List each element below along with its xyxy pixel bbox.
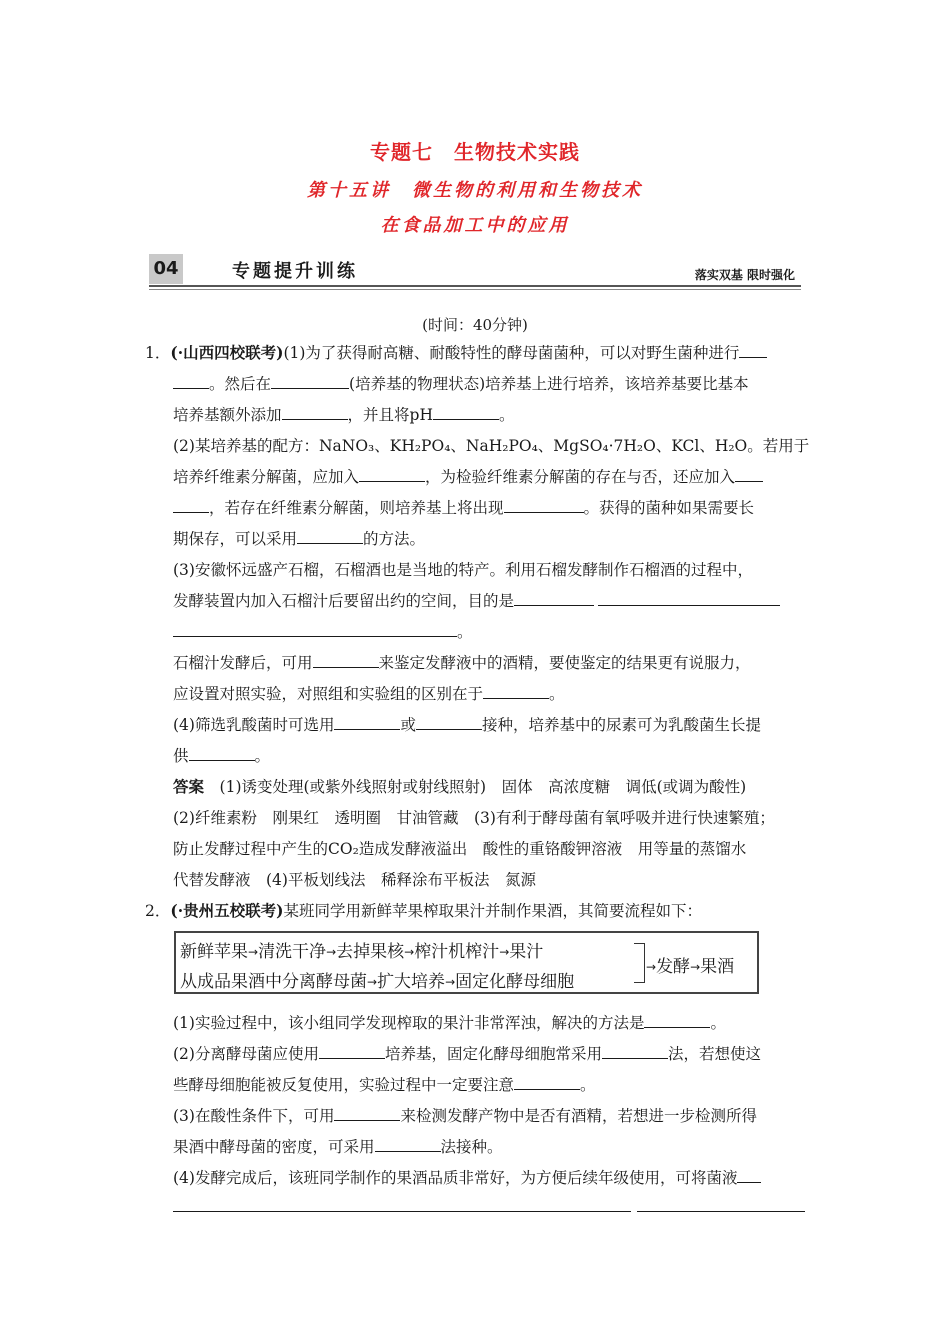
section-slogan: 落实双基 限时强化 <box>694 268 795 282</box>
flow-step: 清洗干净 <box>258 942 327 962</box>
q1-text: 期保存，可以采用 <box>173 530 298 548</box>
q2-source: (·贵州五校联考) <box>170 901 284 920</box>
arrow-icon: → <box>248 945 259 959</box>
section-number-badge: 04 <box>149 254 183 284</box>
flow-step: 扩大培养 <box>377 972 446 992</box>
q1-text: 石榴汁发酵后，可用 <box>173 654 313 672</box>
q1-line <box>173 651 751 673</box>
q2-text: 来检测发酵产物中是否有酒精，若想进一步检测所得 <box>400 1107 757 1125</box>
q1-text: (1)为了获得耐高糖、耐酸特性的酵母菌菌种，可以对野生菌种进行 <box>283 344 740 362</box>
answer-blank[interactable] <box>504 498 584 513</box>
arrow-icon: → <box>326 945 337 959</box>
answer-blank[interactable] <box>173 622 457 637</box>
q1-text: 。 <box>549 685 565 703</box>
answer-blank[interactable] <box>173 1197 631 1212</box>
q2-text: 法，若想使这 <box>667 1045 761 1063</box>
answer-text: 防止发酵过程中产生的CO₂造成发酵液溢出 酸性的重铬酸钾溶液 用等量的蒸馏水 <box>173 840 747 858</box>
q1-text: (3)安徽怀远盛产石榴，石榴酒也是当地的特产。利用石榴发酵制作石榴酒的过程中， <box>173 561 753 579</box>
answer-blank[interactable] <box>313 653 379 668</box>
answer-blank[interactable] <box>483 684 549 699</box>
answer-blank[interactable] <box>173 498 209 513</box>
flow-step: 榨汁机榨汁 <box>414 942 500 962</box>
q1-text: 供 <box>173 747 189 765</box>
q2-text: 法接种。 <box>440 1138 503 1156</box>
flow-step: 新鲜苹果 <box>180 942 248 962</box>
merge-bracket <box>634 943 645 983</box>
q1-text: 接种，培养基中的尿素可为乳酸菌生长提 <box>481 716 761 734</box>
answer-label: 答案 <box>173 777 205 796</box>
q1-line <box>173 496 754 518</box>
q1-text: 的方法。 <box>363 530 426 548</box>
q1-text: 应设置对照实验，对照组和实验组的区别在于 <box>173 685 484 703</box>
q1-line <box>173 589 780 611</box>
flow-step: 发酵 <box>656 957 691 977</box>
flow-row-juice <box>180 937 543 962</box>
q1-text: 。 <box>457 623 473 641</box>
divider <box>149 289 801 290</box>
answer-blank[interactable] <box>334 715 400 730</box>
flow-step: 从成品果酒中分离酵母菌 <box>180 972 367 992</box>
q1-line <box>145 341 767 363</box>
q2-text: (3)在酸性条件下，可用 <box>173 1107 335 1125</box>
q2-number: 2． <box>145 902 171 920</box>
q2-line <box>173 1135 503 1157</box>
process-flowchart <box>174 931 759 994</box>
section-banner <box>149 254 801 288</box>
lecture-title-line2: 在食品加工中的应用 <box>380 215 570 236</box>
q1-line <box>173 465 763 487</box>
flow-row-merge <box>646 952 734 977</box>
q1-text: 发酵装置内加入石榴汁后要留出约的空间，目的是 <box>173 592 515 610</box>
flow-step: 果酒 <box>700 957 735 977</box>
arrow-icon: → <box>499 945 510 959</box>
q1-answer <box>173 837 746 859</box>
q2-text: (4)发酵完成后，该班同学制作的果酒品质非常好，为方便后续年级使用，可将菌液 <box>173 1169 738 1187</box>
answer-blank[interactable] <box>416 715 482 730</box>
q2-line <box>173 1197 805 1216</box>
answer-blank[interactable] <box>598 591 780 606</box>
flow-row-yeast <box>180 967 574 992</box>
q2-text: (2)分离酵母菌应使用 <box>173 1045 319 1063</box>
answer-blank[interactable] <box>739 343 767 358</box>
arrow-icon: → <box>690 960 701 974</box>
answer-blank[interactable] <box>375 1137 441 1152</box>
q1-line <box>173 403 514 425</box>
answer-text: (1)诱变处理(或紫外线照射或射线照射) 固体 高浓度糖 调低(或调为酸性) <box>219 778 747 796</box>
answer-blank[interactable] <box>173 374 209 389</box>
q1-text: ，并且将pH <box>347 406 433 424</box>
q1-text: 。 <box>254 747 271 765</box>
q1-source: (·山西四校联考) <box>170 343 284 362</box>
q1-text: ，若存在纤维素分解菌，则培养基上将出现 <box>209 499 504 517</box>
lecture-title-line1: 第十五讲 微生物的利用和生物技术 <box>307 180 643 201</box>
q1-line <box>173 434 809 456</box>
answer-blank[interactable] <box>359 467 425 482</box>
answer-blank[interactable] <box>735 467 763 482</box>
answer-text: (2)纤维素粉 刚果红 透明圈 甘油管藏 (3)有利于酵母菌有氧呼吸并进行快速繁殖； <box>173 809 775 827</box>
time-limit: (时间：40分钟) <box>422 316 528 334</box>
q1-text: (2)某培养基的配方：NaNO₃、KH₂PO₄、NaH₂PO₄、MgSO₄·7H₂O、KCl、H₂O。若用于 <box>173 437 810 455</box>
q2-text: 培养基，固定化酵母细胞常采用 <box>384 1045 602 1063</box>
q1-line <box>173 682 565 704</box>
q2-line <box>173 1073 596 1095</box>
q1-line <box>173 558 753 580</box>
q1-answer <box>173 868 536 890</box>
flow-step: 去掉果核 <box>336 942 405 962</box>
answer-blank[interactable] <box>737 1168 761 1183</box>
q2-line <box>145 899 702 921</box>
q2-text: 些酵母细胞能被反复使用，实验过程中一定要注意 <box>173 1076 515 1094</box>
answer-text: 代替发酵液 (4)平板划线法 稀释涂布平板法 氮源 <box>173 871 536 889</box>
q1-text: (4)筛选乳酸菌时可选用 <box>173 716 335 734</box>
answer-blank[interactable] <box>433 405 499 420</box>
section-title: 专题提升训练 <box>232 261 358 282</box>
q1-text: 。 <box>498 406 515 424</box>
q1-text: 培养纤维素分解菌，应加入 <box>173 468 360 486</box>
arrow-icon: → <box>404 945 415 959</box>
q1-line <box>173 527 425 549</box>
topic-title: 专题七 生物技术实践 <box>370 140 580 164</box>
answer-blank[interactable] <box>334 1106 400 1121</box>
q2-line <box>173 1011 726 1033</box>
q1-number: 1． <box>145 344 171 362</box>
answer-blank[interactable] <box>602 1044 668 1059</box>
answer-blank[interactable] <box>319 1044 385 1059</box>
q1-text: 来鉴定发酵液中的酒精，要使鉴定的结果更有说服力， <box>378 654 751 672</box>
q1-line <box>173 620 473 642</box>
flow-step: 固定化酵母细胞 <box>455 972 575 992</box>
answer-blank[interactable] <box>282 405 348 420</box>
q2-text: 。 <box>580 1076 596 1094</box>
q1-line <box>173 744 270 766</box>
q2-text: 果酒中酵母菌的密度，可采用 <box>173 1138 375 1156</box>
q1-text: 培养基额外添加 <box>173 406 282 424</box>
q1-line <box>173 372 749 394</box>
q1-text: ，为检验纤维素分解菌的存在与否，还应加入 <box>425 468 736 486</box>
answer-blank[interactable] <box>644 1013 710 1028</box>
q1-line <box>173 713 761 735</box>
q1-text: (培养基的物理状态)培养基上进行培养，该培养基要比基本 <box>349 375 749 393</box>
q2-line <box>173 1104 757 1126</box>
arrow-icon: → <box>367 975 378 989</box>
q1-text: 或 <box>400 716 416 734</box>
q2-line <box>173 1042 761 1064</box>
answer-blank[interactable] <box>189 746 255 761</box>
q2-text: 某班同学用新鲜苹果榨取果汁并制作果酒，其简要流程如下： <box>283 902 702 920</box>
q1-text: 。然后在 <box>209 375 272 393</box>
q2-text: (1)实验过程中，该小组同学发现榨取的果汁非常浑浊，解决的方法是 <box>173 1014 645 1032</box>
answer-blank[interactable] <box>514 591 594 606</box>
q2-text: 。 <box>710 1014 726 1032</box>
arrow-icon: → <box>445 975 456 989</box>
divider <box>149 285 801 287</box>
answer-blank[interactable] <box>297 529 363 544</box>
q1-answer <box>173 806 775 828</box>
answer-blank[interactable] <box>514 1075 580 1090</box>
answer-blank[interactable] <box>637 1197 805 1212</box>
q2-line <box>173 1166 761 1188</box>
q1-text: 。获得的菌种如果需要长 <box>583 499 755 517</box>
flow-step: 果汁 <box>509 942 544 962</box>
arrow-icon: → <box>646 960 657 974</box>
q1-answer <box>173 775 746 797</box>
answer-blank[interactable] <box>271 374 349 389</box>
